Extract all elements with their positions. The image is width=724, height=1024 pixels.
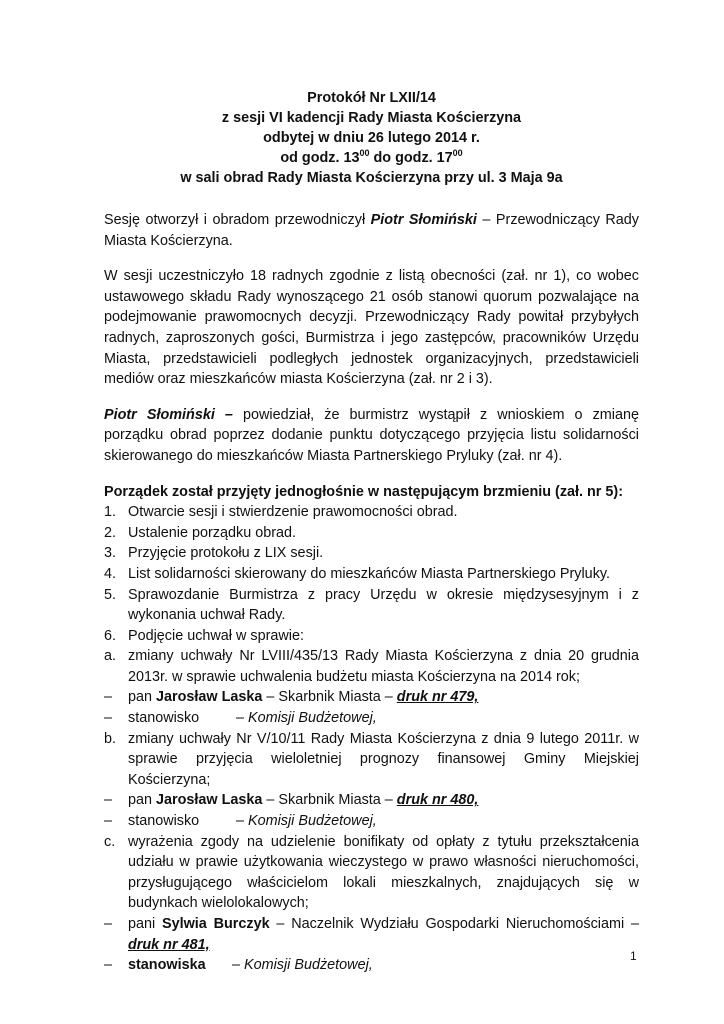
protocol-header bbox=[104, 88, 639, 188]
resolution-item: c. wyrażenia zgody na udzielenie bonifikaty od opłaty z tytułu przekształcenia udziału w prawie użytkowania wieczystego w prawo własności nieruchomości, przysługującego właścicielom lokali mieszkalnych, znajdujących się w budynkach wielolokalowych; bbox=[104, 833, 639, 912]
chairman-name: Piotr Słomiński – bbox=[104, 406, 233, 423]
document-page bbox=[104, 88, 639, 976]
attendance-paragraph: W sesji uczestniczyło 18 radnych zgodnie z listą obecności (zał. nr 1), co wobec ustawowego składu Rady wynoszącego 21 osób stanowi quorum pozwalające na podejmowanie prawomocnych decyzji. Przewodniczący Rady powitał przybyłych radnych, zaproszonych gości, Burmistrza i jego zastępców, pracowników Urzędu Miasta, przedstawicieli podległych jednostek organizacyjnych, przedstawicieli mediów oraz mieszkańców miasta Kościerzyna (zał. nr 2 i 3). bbox=[104, 268, 639, 388]
speaker-line: – pan Jarosław Laska – Skarbnik Miasta – druk nr 480, bbox=[104, 792, 479, 809]
session-line: z sesji VI kadencji Rady Miasta Kościerzyna bbox=[221, 110, 522, 126]
druk-reference: druk nr 481, bbox=[128, 936, 210, 953]
resolution-item: a. zmiany uchwały Nr LVIII/435/13 Rady Miasta Kościerzyna z dnia 20 grudnia 2013r. w sprawie uchwalenia budżetu miasta Kościerzyna na 2014 rok; bbox=[104, 648, 639, 685]
druk-reference: druk nr 480, bbox=[396, 792, 479, 809]
opinion-line: – stanowiska – Komisji Budżetowej, bbox=[104, 957, 373, 974]
agenda-item: 2. Ustalenie porządku obrad. bbox=[104, 524, 296, 541]
speaker-name: Jarosław Laska bbox=[156, 792, 263, 809]
agenda-title: Porządek został przyjęty jednogłośnie w następującym brzmieniu (zał. nr 5): bbox=[104, 483, 623, 500]
speaker-line: – pan Jarosław Laska – Skarbnik Miasta – druk nr 479, bbox=[104, 689, 479, 706]
protocol-title: Protokół Nr LXII/14 bbox=[307, 90, 436, 106]
speaker-name: Sylwia Burczyk bbox=[162, 916, 270, 932]
agenda-item: 3. Przyjęcie protokołu z LIX sesji. bbox=[104, 545, 324, 562]
agenda-item: 5. Sprawozdanie Burmistrza z pracy Urzędu w okresie międzysesyjnym i z wykonania uchwał Rady. bbox=[104, 586, 639, 624]
chairman-name: Piotr Słomiński bbox=[370, 212, 477, 228]
opinion-line: – stanowisko – Komisji Budżetowej, bbox=[104, 710, 377, 727]
opinion-line: – stanowisko – Komisji Budżetowej, bbox=[104, 813, 377, 830]
page-number: 1 bbox=[630, 949, 637, 963]
opening-paragraph: Sesję otworzył i obradom przewodniczył Piotr Słomiński – Przewodniczący Rady Miasta Kościerzyna. bbox=[104, 212, 639, 249]
druk-reference: druk nr 479, bbox=[396, 689, 479, 706]
location-line: w sali obrad Rady Miasta Kościerzyna przy ul. 3 Maja 9a bbox=[180, 170, 563, 186]
agenda-item: 4. List solidarności skierowany do mieszkańców Miasta Partnerskiego Pryluky. bbox=[104, 565, 611, 582]
date-line: odbytej w dniu 26 lutego 2014 r. bbox=[263, 130, 480, 146]
agenda bbox=[104, 482, 639, 976]
resolution-item: b. zmiany uchwały Nr V/10/11 Rady Miasta Kościerzyna z dnia 9 lutego 2011r. w sprawie przyjęcia wieloletniej prognozy finansowej Gminy Miejskiej Kościerzyna; bbox=[104, 730, 639, 788]
agenda-item: 6. Podjęcie uchwał w sprawie: bbox=[104, 627, 304, 644]
speaker-line: – pani Sylwia Burczyk – Naczelnik Wydziału Gospodarki Nieruchomościami – druk nr 481, bbox=[104, 916, 639, 953]
agenda-item: 1. Otwarcie sesji i stwierdzenie prawomocności obrad. bbox=[104, 504, 458, 521]
speaker-name: Jarosław Laska bbox=[156, 689, 263, 706]
time-line: od godz. $13^{00}$ do godz. $17^{00}$ bbox=[280, 148, 463, 166]
agenda-change-paragraph: Piotr Słomiński – powiedział, że burmistrz wystąpił z wnioskiem o zmianę porządku obrad poprzez dodanie punktu dotyczącego przyjęcia listu solidarności skierowanego do mieszkańców Miasta Partnerskiego Pryluky (zał. nr 4). bbox=[104, 406, 639, 464]
